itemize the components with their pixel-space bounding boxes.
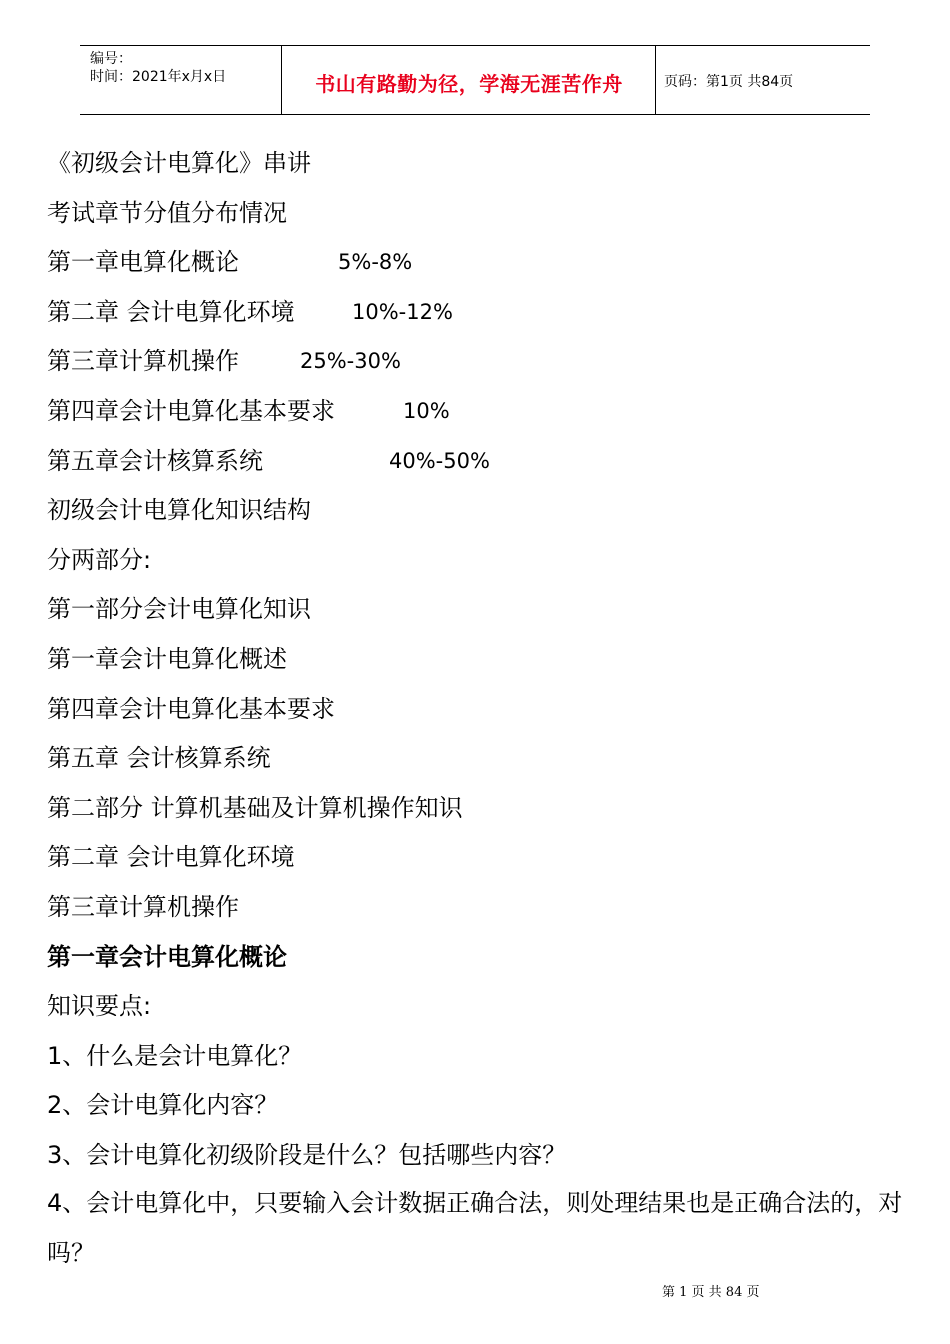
question-1: 1、什么是会计电算化？: [47, 1041, 303, 1070]
part1-heading: 第一部分会计电算化知识: [47, 595, 311, 624]
part1-chapter4: 第四章会计电算化基本要求: [47, 694, 335, 723]
chapter-percent: 10%-12%: [352, 299, 453, 324]
page-footer: 第 1 页 共 84 页: [662, 1285, 760, 1300]
part2-chapter2: 第二章 会计电算化环境: [47, 843, 295, 872]
chapter-row: [47, 297, 927, 347]
chapter-percent: 10%: [403, 398, 450, 423]
chapter-name: 第三章计算机操作: [47, 347, 239, 376]
part1-chapter1: 第一章会计电算化概述: [47, 644, 287, 673]
question-4: 4、会计电算化中，只要输入会计数据正确合法，则处理结果也是正确合法的，对吗？: [47, 1189, 903, 1268]
chapter-row: [47, 346, 927, 396]
chapter1-heading: 第一章会计电算化概论: [47, 942, 287, 971]
chapter-percent: 40%-50%: [389, 448, 490, 473]
header-motto-cell: [281, 46, 656, 114]
question-3: 3、会计电算化初级阶段是什么？包括哪些内容？: [47, 1140, 567, 1169]
motto: 书山有路勤为径，学海无涯苦作舟: [315, 72, 623, 96]
structure-heading: 初级会计电算化知识结构: [47, 496, 311, 525]
part2-chapter3: 第三章计算机操作: [47, 892, 239, 921]
distribution-heading: 考试章节分值分布情况: [47, 198, 287, 227]
document-number: 编号：: [90, 51, 132, 67]
chapter-name: 第四章会计电算化基本要求: [47, 396, 335, 425]
document-title: 《初级会计电算化》串讲: [47, 149, 311, 177]
chapter-row: [47, 396, 927, 446]
question-2: 2、会计电算化内容？: [47, 1091, 279, 1120]
header-meta-cell: [80, 46, 281, 114]
document-body: [47, 148, 927, 1279]
document-time: 时间：2021年x月x日: [90, 69, 227, 85]
chapter-percent: 5%-8%: [338, 250, 413, 275]
page-info: 页码：第1页 共84页: [664, 74, 794, 90]
key-points-label: 知识要点:: [47, 992, 152, 1021]
document-header: [80, 45, 870, 115]
chapter-name: 第一章电算化概论: [47, 248, 239, 277]
header-page-cell: [655, 46, 871, 114]
part2-heading: 第二部分 计算机基础及计算机操作知识: [47, 793, 463, 822]
two-parts-label: 分两部分:: [47, 545, 152, 574]
chapter-percent: 25%-30%: [300, 349, 401, 374]
chapter-row: [47, 247, 927, 297]
part1-chapter5: 第五章 会计核算系统: [47, 744, 271, 773]
chapter-name: 第五章会计核算系统: [47, 446, 263, 475]
chapter-row: [47, 446, 927, 496]
chapter-name: 第二章 会计电算化环境: [47, 297, 295, 326]
